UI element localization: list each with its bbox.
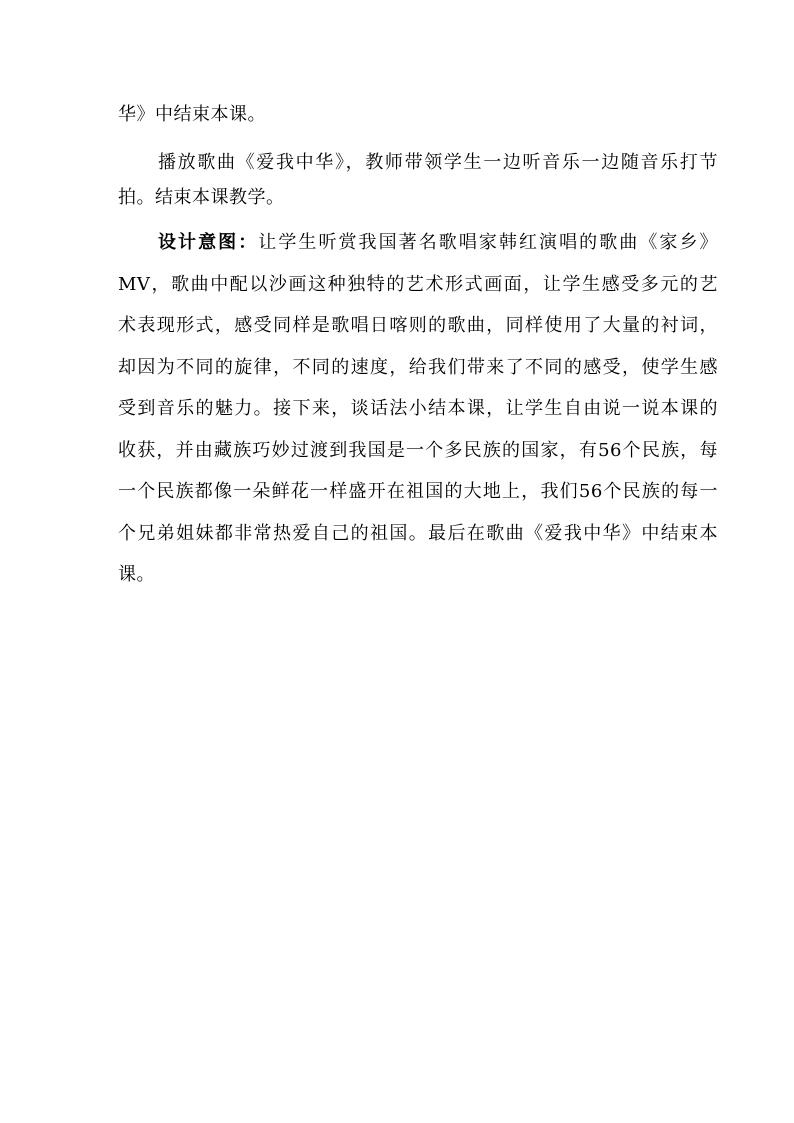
paragraph-line: 课。: [118, 564, 155, 585]
paragraph-line: 受到音乐的魅力。接下来，谈话法小结本课，让学生自由说一说本课的: [118, 398, 718, 419]
paragraph-line: 播放歌曲《爱我中华》，教师带领学生一边听音乐一边随音乐打节: [158, 152, 718, 173]
design-intent-label: 设计意图：: [158, 232, 259, 253]
paragraph-line: 一个民族都像一朵鲜花一样盛开在祖国的大地上，我们56个民族的每一: [118, 481, 718, 502]
paragraph-line: 华》中结束本课。: [118, 104, 266, 125]
paragraph-line: MV，歌曲中配以沙画这种独特的艺术形式画面，让学生感受多元的艺: [118, 274, 718, 295]
paragraph-line: 个兄弟姐妹都非常热爱自己的祖国。最后在歌曲《爱我中华》中结束本: [118, 523, 718, 544]
paragraph-line: 术表现形式，感受同样是歌唱日喀则的歌曲，同样使用了大量的衬词，: [118, 315, 718, 336]
paragraph-line: 却因为不同的旋律，不同的速度，给我们带来了不同的感受，使学生感: [118, 357, 718, 378]
paragraph-line: 收获，并由藏族巧妙过渡到我国是一个多民族的国家，有56个民族，每: [118, 440, 718, 461]
design-intent-line: [158, 231, 718, 255]
design-intent-text: 让学生听赏我国著名歌唱家韩红演唱的歌曲《家乡》: [258, 232, 719, 253]
paragraph-line: 拍。结束本课教学。: [118, 187, 285, 208]
